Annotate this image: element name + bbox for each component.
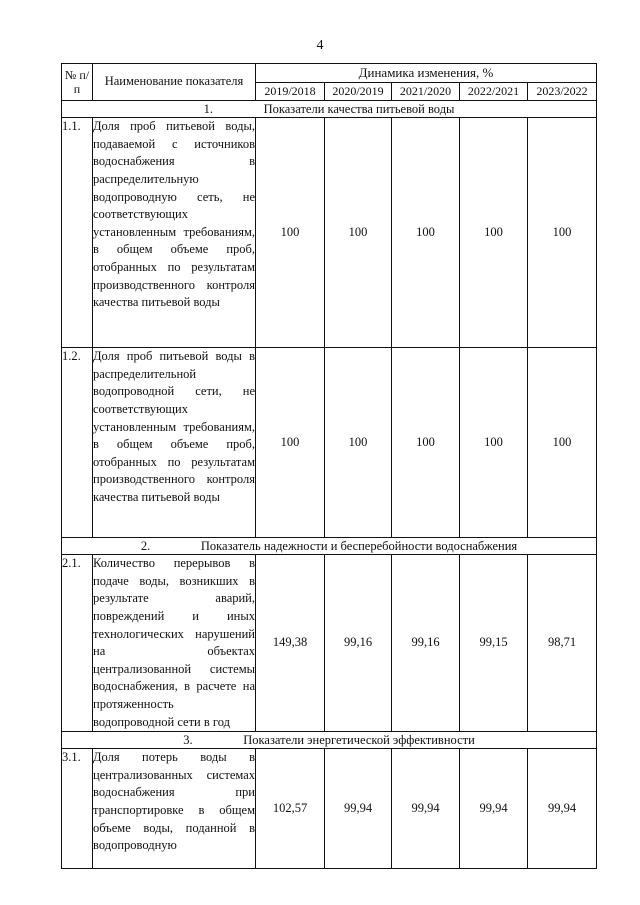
section-number: 3. — [183, 733, 193, 748]
section-title: Показатели энергетической эффективности — [243, 733, 475, 748]
table-row — [62, 749, 597, 869]
row-value: 100 — [392, 118, 460, 348]
page-number: 4 — [316, 38, 324, 53]
section-title: Показатели качества питьевой воды — [263, 102, 455, 117]
row-name: Доля проб питьевой воды в распределительной водопроводной сети, не соответствующих установленным требованиям, в общем объеме проб, отобранных по результатам производственного контроля качества питьевой воды — [93, 348, 256, 538]
section-title: Показатель надежности и бесперебойности водоснабжения — [200, 539, 518, 554]
row-value: 149,38 — [256, 555, 325, 732]
row-value: 100 — [325, 348, 392, 538]
section-header-row — [62, 538, 597, 555]
section-number: 2. — [140, 539, 151, 554]
row-number: 1.1. — [62, 118, 93, 348]
section-header — [62, 732, 597, 749]
header-year: 2023/2022 — [528, 82, 597, 101]
header-dynamics: Динамика изменения, % — [256, 64, 597, 83]
row-value: 100 — [256, 348, 325, 538]
header-year: 2019/2018 — [256, 82, 325, 101]
row-value: 100 — [460, 348, 528, 538]
row-value: 98,71 — [528, 555, 597, 732]
section-header — [62, 538, 597, 555]
section-header-row — [62, 101, 597, 118]
row-name: Доля потерь воды в централизованных системах водоснабжения при транспортировке в общем объеме воды, поданной в водопроводную — [93, 749, 256, 869]
row-number: 2.1. — [62, 555, 93, 732]
indicators-table — [61, 63, 597, 869]
row-value: 99,16 — [325, 555, 392, 732]
row-value: 102,57 — [256, 749, 325, 869]
row-value: 99,94 — [392, 749, 460, 869]
row-number: 3.1. — [62, 749, 93, 869]
table-row — [62, 118, 597, 348]
row-value: 99,94 — [460, 749, 528, 869]
header-row — [62, 64, 597, 83]
row-name: Количество перерывов в подаче воды, возникших в результате аварий, повреждений и иных технологических нарушений на объектах централизованной системы водоснабжения, в расчете на протяженность водопроводной сети в год — [93, 555, 256, 732]
header-year: 2020/2019 — [325, 82, 392, 101]
row-value: 100 — [528, 348, 597, 538]
row-value: 100 — [392, 348, 460, 538]
row-value: 100 — [325, 118, 392, 348]
row-value: 99,94 — [528, 749, 597, 869]
header-number: № п/п — [62, 64, 93, 101]
row-name: Доля проб питьевой воды, подаваемой с источников водоснабжения в распределительную водопроводную сеть, не соответствующих установленным требованиям, в общем объеме проб, отобранных по результатам производственного контроля качества питьевой воды — [93, 118, 256, 348]
row-value: 99,15 — [460, 555, 528, 732]
row-value: 100 — [528, 118, 597, 348]
row-value: 99,94 — [325, 749, 392, 869]
section-number: 1. — [203, 102, 213, 117]
row-number: 1.2. — [62, 348, 93, 538]
row-value: 99,16 — [392, 555, 460, 732]
table-row — [62, 555, 597, 732]
section-header-row — [62, 732, 597, 749]
table-row — [62, 348, 597, 538]
row-value: 100 — [256, 118, 325, 348]
header-year: 2022/2021 — [460, 82, 528, 101]
row-value: 100 — [460, 118, 528, 348]
section-header — [62, 101, 597, 118]
header-name: Наименование показателя — [93, 64, 256, 101]
header-year: 2021/2020 — [392, 82, 460, 101]
